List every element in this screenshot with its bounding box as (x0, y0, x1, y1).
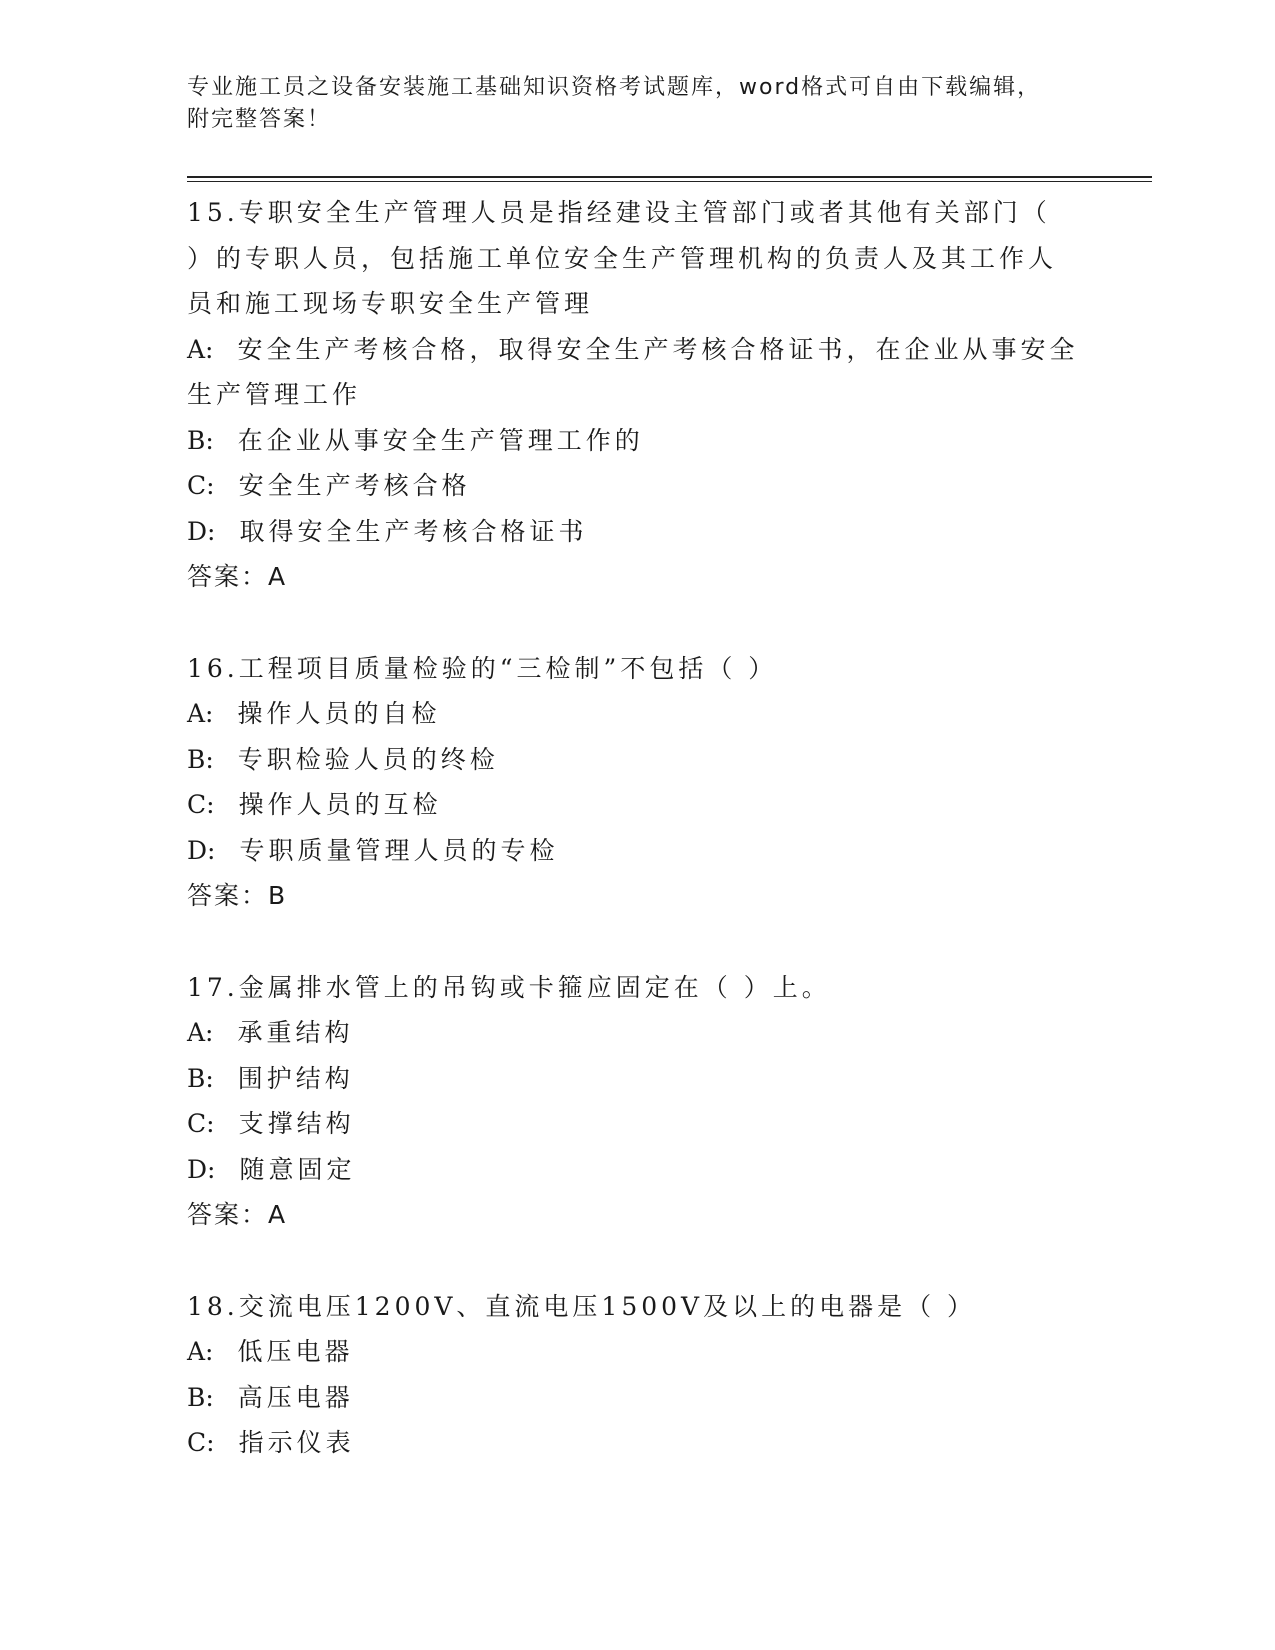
option-letter: D: (187, 516, 216, 546)
option-text: 安全生产考核合格，取得安全生产考核合格证书，在企业从事安全 (237, 334, 1079, 364)
option-b (187, 1056, 1087, 1102)
option-letter: B: (187, 1063, 214, 1093)
option-letter: D: (187, 1154, 216, 1184)
question-15 (187, 190, 1087, 600)
question-stem-line: 17.金属排水管上的吊钩或卡箍应固定在（ ）上。 (187, 972, 831, 1002)
question-16 (187, 646, 1087, 919)
option-c (187, 463, 1087, 509)
option-d (187, 509, 1087, 555)
question-18 (187, 1284, 1087, 1466)
option-c (187, 782, 1087, 828)
option-text: 安全生产考核合格 (238, 471, 471, 500)
header-divider-thin (187, 181, 1152, 182)
option-text: 专职质量管理人员的专检 (239, 835, 559, 865)
header-line-1: 专业施工员之设备安装施工基础知识资格考试题库，word格式可自由下载编辑， (187, 75, 1042, 100)
header-line-2: 附完整答案！ (187, 107, 332, 132)
option-letter: C: (187, 790, 215, 819)
header-divider-thick (187, 176, 1152, 178)
question-17 (187, 965, 1087, 1238)
option-b (187, 737, 1087, 783)
option-letter: A: (187, 1018, 214, 1047)
question-stem-line: 员和施工现场专职安全生产管理 (187, 289, 594, 318)
option-a-continuation: 生产管理工作 (187, 380, 362, 409)
question-stem-line: ）的专职人员，包括施工单位安全生产管理机构的负责人及其工作人 (187, 243, 1058, 273)
option-text: 支撑结构 (238, 1109, 355, 1138)
option-text: 围护结构 (237, 1063, 354, 1093)
option-b (187, 1375, 1087, 1421)
answer-line: 答案：A (187, 1200, 288, 1229)
answer-line: 答案：B (187, 881, 288, 910)
question-stem-line: 16.工程项目质量检验的“三检制”不包括（ ） (187, 653, 778, 683)
option-letter: D: (187, 835, 216, 865)
option-d (187, 828, 1087, 874)
option-letter: B: (187, 1382, 214, 1412)
option-a (187, 327, 1087, 373)
option-a (187, 691, 1087, 737)
option-text: 低压电器 (237, 1337, 354, 1366)
option-letter: A: (187, 1337, 214, 1366)
option-text: 指示仪表 (238, 1428, 355, 1457)
option-text: 在企业从事安全生产管理工作的 (237, 425, 644, 455)
option-letter: B: (187, 744, 214, 774)
option-c (187, 1420, 1087, 1466)
option-letter: B: (187, 425, 214, 455)
option-text: 操作人员的互检 (238, 790, 442, 819)
option-a (187, 1329, 1087, 1375)
option-letter: A: (187, 334, 214, 364)
option-letter: C: (187, 1109, 215, 1138)
question-stem-line: 18.交流电压1200V、直流电压1500V及以上的电器是（ ） (187, 1291, 977, 1321)
option-text: 取得安全生产考核合格证书 (239, 516, 588, 546)
answer-line: 答案：A (187, 562, 288, 591)
option-letter: C: (187, 471, 215, 500)
option-text: 操作人员的自检 (237, 699, 441, 728)
option-text: 承重结构 (237, 1018, 354, 1047)
option-text: 随意固定 (239, 1154, 356, 1184)
option-text: 高压电器 (237, 1382, 354, 1412)
option-c (187, 1101, 1087, 1147)
option-letter: C: (187, 1428, 215, 1457)
option-letter: A: (187, 699, 214, 728)
option-b (187, 418, 1087, 464)
option-text: 专职检验人员的终检 (237, 744, 499, 774)
option-a (187, 1010, 1087, 1056)
question-list (187, 190, 1087, 1466)
document-header (187, 72, 1087, 136)
option-d (187, 1147, 1087, 1193)
question-stem-line: 15.专职安全生产管理人员是指经建设主管部门或者其他有关部门（ (187, 198, 1051, 227)
